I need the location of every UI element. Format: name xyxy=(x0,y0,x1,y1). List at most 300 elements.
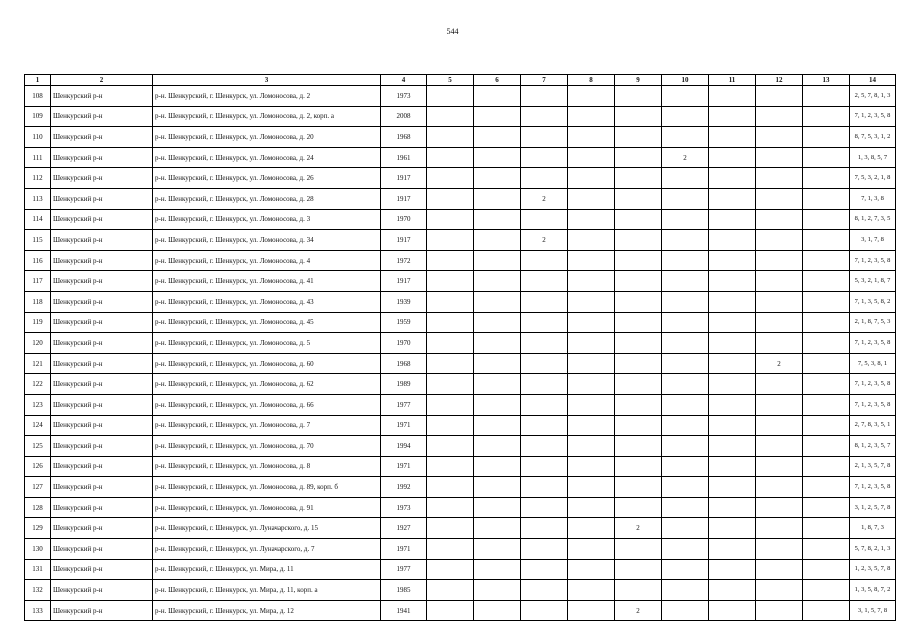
column-10-cell xyxy=(662,539,709,560)
column-11-cell xyxy=(709,333,756,354)
column-6-cell xyxy=(474,86,521,107)
column-6-cell xyxy=(474,106,521,127)
address-cell: р-н. Шенкурский, г. Шенкурск, ул. Ломоносова, д. 41 xyxy=(153,271,381,292)
column-9-cell xyxy=(615,333,662,354)
row-number: 111 xyxy=(25,147,51,168)
address-cell: р-н. Шенкурский, г. Шенкурск, ул. Луначарского, д. 15 xyxy=(153,518,381,539)
district-cell: Шенкурский р-н xyxy=(51,353,153,374)
address-cell: р-н. Шенкурский, г. Шенкурск, ул. Ломоносова, д. 7 xyxy=(153,415,381,436)
row-number: 127 xyxy=(25,477,51,498)
year-cell: 1941 xyxy=(381,600,427,621)
address-cell: р-н. Шенкурский, г. Шенкурск, ул. Мира, д. 11 xyxy=(153,559,381,580)
column-7-cell xyxy=(521,333,568,354)
column-5-cell xyxy=(427,271,474,292)
column-8-cell xyxy=(568,539,615,560)
codes-cell: 2, 1, 3, 5, 7, 8 xyxy=(850,456,896,477)
table-row xyxy=(25,497,896,518)
year-cell: 1972 xyxy=(381,250,427,271)
column-header-4: 4 xyxy=(381,75,427,86)
column-8-cell xyxy=(568,168,615,189)
column-12-cell xyxy=(756,600,803,621)
column-5-cell xyxy=(427,477,474,498)
column-7-cell xyxy=(521,580,568,601)
column-9-cell: 2 xyxy=(615,600,662,621)
column-13-cell xyxy=(803,312,850,333)
column-11-cell xyxy=(709,394,756,415)
table-row xyxy=(25,271,896,292)
table-row xyxy=(25,436,896,457)
column-12-cell xyxy=(756,518,803,539)
column-11-cell xyxy=(709,415,756,436)
column-8-cell xyxy=(568,127,615,148)
column-9-cell xyxy=(615,559,662,580)
column-9-cell xyxy=(615,312,662,333)
column-8-cell xyxy=(568,250,615,271)
row-number: 120 xyxy=(25,333,51,354)
column-7-cell xyxy=(521,209,568,230)
codes-cell: 7, 1, 2, 3, 5, 8 xyxy=(850,250,896,271)
column-7-cell xyxy=(521,600,568,621)
column-5-cell xyxy=(427,353,474,374)
year-cell: 1917 xyxy=(381,230,427,251)
column-6-cell xyxy=(474,333,521,354)
table-row xyxy=(25,477,896,498)
year-cell: 1917 xyxy=(381,188,427,209)
column-5-cell xyxy=(427,168,474,189)
column-header-14: 14 xyxy=(850,75,896,86)
column-13-cell xyxy=(803,415,850,436)
column-5-cell xyxy=(427,230,474,251)
column-6-cell xyxy=(474,353,521,374)
row-number: 113 xyxy=(25,188,51,209)
year-cell: 1939 xyxy=(381,291,427,312)
table-row xyxy=(25,127,896,148)
year-cell: 1971 xyxy=(381,456,427,477)
column-12-cell xyxy=(756,127,803,148)
row-number: 126 xyxy=(25,456,51,477)
codes-cell: 3, 1, 2, 5, 7, 8 xyxy=(850,497,896,518)
column-12-cell xyxy=(756,415,803,436)
column-13-cell xyxy=(803,291,850,312)
table-row xyxy=(25,312,896,333)
address-cell: р-н. Шенкурский, г. Шенкурск, ул. Ломоносова, д. 2, корп. а xyxy=(153,106,381,127)
column-6-cell xyxy=(474,374,521,395)
column-11-cell xyxy=(709,436,756,457)
column-13-cell xyxy=(803,106,850,127)
column-5-cell xyxy=(427,580,474,601)
column-11-cell xyxy=(709,147,756,168)
district-cell: Шенкурский р-н xyxy=(51,497,153,518)
column-5-cell xyxy=(427,86,474,107)
column-12-cell xyxy=(756,312,803,333)
column-5-cell xyxy=(427,209,474,230)
column-5-cell xyxy=(427,312,474,333)
codes-cell: 7, 1, 2, 3, 5, 8 xyxy=(850,106,896,127)
column-7-cell xyxy=(521,86,568,107)
column-12-cell xyxy=(756,230,803,251)
year-cell: 1973 xyxy=(381,497,427,518)
column-11-cell xyxy=(709,353,756,374)
column-9-cell xyxy=(615,353,662,374)
district-cell: Шенкурский р-н xyxy=(51,106,153,127)
column-6-cell xyxy=(474,600,521,621)
codes-cell: 7, 5, 3, 8, 1 xyxy=(850,353,896,374)
address-cell: р-н. Шенкурский, г. Шенкурск, ул. Ломоносова, д. 91 xyxy=(153,497,381,518)
codes-cell: 1, 2, 3, 5, 7, 8 xyxy=(850,559,896,580)
year-cell: 1971 xyxy=(381,539,427,560)
column-12-cell xyxy=(756,106,803,127)
column-13-cell xyxy=(803,436,850,457)
column-9-cell xyxy=(615,147,662,168)
column-7-cell xyxy=(521,436,568,457)
address-cell: р-н. Шенкурский, г. Шенкурск, ул. Ломоносова, д. 24 xyxy=(153,147,381,168)
column-10-cell xyxy=(662,86,709,107)
column-13-cell xyxy=(803,86,850,107)
district-cell: Шенкурский р-н xyxy=(51,230,153,251)
address-cell: р-н. Шенкурский, г. Шенкурск, ул. Мира, д. 12 xyxy=(153,600,381,621)
row-number: 115 xyxy=(25,230,51,251)
column-12-cell xyxy=(756,456,803,477)
table-body xyxy=(25,86,896,621)
column-6-cell xyxy=(474,271,521,292)
district-cell: Шенкурский р-н xyxy=(51,600,153,621)
column-13-cell xyxy=(803,188,850,209)
column-header-11: 11 xyxy=(709,75,756,86)
column-10-cell xyxy=(662,394,709,415)
table-row xyxy=(25,188,896,209)
column-12-cell xyxy=(756,188,803,209)
column-5-cell xyxy=(427,539,474,560)
address-cell: р-н. Шенкурский, г. Шенкурск, ул. Ломоносова, д. 4 xyxy=(153,250,381,271)
district-cell: Шенкурский р-н xyxy=(51,168,153,189)
table-row xyxy=(25,291,896,312)
codes-cell: 2, 1, 8, 7, 5, 3 xyxy=(850,312,896,333)
column-6-cell xyxy=(474,230,521,251)
column-12-cell xyxy=(756,86,803,107)
column-5-cell xyxy=(427,600,474,621)
district-cell: Шенкурский р-н xyxy=(51,415,153,436)
column-10-cell xyxy=(662,333,709,354)
column-13-cell xyxy=(803,580,850,601)
column-6-cell xyxy=(474,394,521,415)
table-row xyxy=(25,86,896,107)
address-cell: р-н. Шенкурский, г. Шенкурск, ул. Ломоносова, д. 2 xyxy=(153,86,381,107)
column-6-cell xyxy=(474,312,521,333)
column-11-cell xyxy=(709,312,756,333)
codes-cell: 7, 1, 2, 3, 5, 8 xyxy=(850,374,896,395)
row-number: 116 xyxy=(25,250,51,271)
address-cell: р-н. Шенкурский, г. Шенкурск, ул. Ломоносова, д. 45 xyxy=(153,312,381,333)
column-8-cell xyxy=(568,374,615,395)
column-13-cell xyxy=(803,333,850,354)
row-number: 132 xyxy=(25,580,51,601)
column-6-cell xyxy=(474,291,521,312)
column-7-cell xyxy=(521,518,568,539)
column-6-cell xyxy=(474,415,521,436)
column-5-cell xyxy=(427,518,474,539)
column-11-cell xyxy=(709,209,756,230)
column-13-cell xyxy=(803,518,850,539)
column-11-cell xyxy=(709,230,756,251)
column-7-cell xyxy=(521,271,568,292)
column-7-cell xyxy=(521,559,568,580)
address-cell: р-н. Шенкурский, г. Шенкурск, ул. Луначарского, д. 7 xyxy=(153,539,381,560)
column-8-cell xyxy=(568,394,615,415)
column-10-cell xyxy=(662,291,709,312)
district-cell: Шенкурский р-н xyxy=(51,188,153,209)
column-13-cell xyxy=(803,209,850,230)
address-cell: р-н. Шенкурский, г. Шенкурск, ул. Ломоносова, д. 62 xyxy=(153,374,381,395)
column-8-cell xyxy=(568,291,615,312)
column-12-cell xyxy=(756,209,803,230)
column-12-cell xyxy=(756,477,803,498)
column-header-5: 5 xyxy=(427,75,474,86)
codes-cell: 2, 5, 7, 8, 1, 3 xyxy=(850,86,896,107)
column-header-3: 3 xyxy=(153,75,381,86)
column-13-cell xyxy=(803,394,850,415)
row-number: 124 xyxy=(25,415,51,436)
column-10-cell xyxy=(662,250,709,271)
codes-cell: 8, 1, 2, 3, 5, 7 xyxy=(850,436,896,457)
row-number: 125 xyxy=(25,436,51,457)
address-cell: р-н. Шенкурский, г. Шенкурск, ул. Ломоносова, д. 8 xyxy=(153,456,381,477)
column-8-cell xyxy=(568,456,615,477)
column-6-cell xyxy=(474,456,521,477)
column-9-cell xyxy=(615,106,662,127)
codes-cell: 5, 3, 2, 1, 8, 7 xyxy=(850,271,896,292)
year-cell: 2008 xyxy=(381,106,427,127)
column-9-cell xyxy=(615,580,662,601)
column-7-cell xyxy=(521,127,568,148)
column-13-cell xyxy=(803,477,850,498)
address-cell: р-н. Шенкурский, г. Шенкурск, ул. Ломоносова, д. 28 xyxy=(153,188,381,209)
address-cell: р-н. Шенкурский, г. Шенкурск, ул. Ломоносова, д. 3 xyxy=(153,209,381,230)
address-cell: р-н. Шенкурский, г. Шенкурск, ул. Мира, д. 11, корп. а xyxy=(153,580,381,601)
column-8-cell xyxy=(568,209,615,230)
table-row xyxy=(25,106,896,127)
column-8-cell xyxy=(568,188,615,209)
column-7-cell xyxy=(521,312,568,333)
column-5-cell xyxy=(427,415,474,436)
column-5-cell xyxy=(427,456,474,477)
codes-cell: 7, 1, 2, 3, 5, 8 xyxy=(850,394,896,415)
column-7-cell xyxy=(521,374,568,395)
year-cell: 1989 xyxy=(381,374,427,395)
district-cell: Шенкурский р-н xyxy=(51,559,153,580)
district-cell: Шенкурский р-н xyxy=(51,86,153,107)
column-10-cell xyxy=(662,271,709,292)
column-11-cell xyxy=(709,86,756,107)
column-11-cell xyxy=(709,456,756,477)
column-13-cell xyxy=(803,250,850,271)
column-5-cell xyxy=(427,374,474,395)
column-10-cell xyxy=(662,106,709,127)
row-number: 109 xyxy=(25,106,51,127)
district-cell: Шенкурский р-н xyxy=(51,271,153,292)
column-10-cell xyxy=(662,188,709,209)
column-12-cell xyxy=(756,250,803,271)
year-cell: 1992 xyxy=(381,477,427,498)
codes-cell: 8, 1, 2, 7, 3, 5 xyxy=(850,209,896,230)
column-11-cell xyxy=(709,580,756,601)
row-number: 108 xyxy=(25,86,51,107)
column-11-cell xyxy=(709,106,756,127)
district-cell: Шенкурский р-н xyxy=(51,394,153,415)
column-7-cell xyxy=(521,497,568,518)
row-number: 128 xyxy=(25,497,51,518)
column-5-cell xyxy=(427,106,474,127)
column-8-cell xyxy=(568,312,615,333)
address-cell: р-н. Шенкурский, г. Шенкурск, ул. Ломоносова, д. 34 xyxy=(153,230,381,251)
column-header-9: 9 xyxy=(615,75,662,86)
column-5-cell xyxy=(427,394,474,415)
column-5-cell xyxy=(427,127,474,148)
column-12-cell xyxy=(756,168,803,189)
column-13-cell xyxy=(803,600,850,621)
column-8-cell xyxy=(568,415,615,436)
district-cell: Шенкурский р-н xyxy=(51,580,153,601)
column-9-cell xyxy=(615,415,662,436)
column-12-cell xyxy=(756,539,803,560)
column-13-cell xyxy=(803,168,850,189)
year-cell: 1961 xyxy=(381,147,427,168)
district-cell: Шенкурский р-н xyxy=(51,312,153,333)
column-5-cell xyxy=(427,250,474,271)
column-12-cell xyxy=(756,580,803,601)
year-cell: 1977 xyxy=(381,394,427,415)
column-8-cell xyxy=(568,230,615,251)
column-7-cell xyxy=(521,539,568,560)
column-11-cell xyxy=(709,497,756,518)
table-row xyxy=(25,168,896,189)
year-cell: 1927 xyxy=(381,518,427,539)
column-12-cell xyxy=(756,291,803,312)
district-cell: Шенкурский р-н xyxy=(51,291,153,312)
row-number: 121 xyxy=(25,353,51,374)
year-cell: 1985 xyxy=(381,580,427,601)
row-number: 123 xyxy=(25,394,51,415)
district-cell: Шенкурский р-н xyxy=(51,477,153,498)
column-10-cell xyxy=(662,353,709,374)
district-cell: Шенкурский р-н xyxy=(51,333,153,354)
codes-cell: 7, 1, 2, 3, 5, 8 xyxy=(850,477,896,498)
column-12-cell: 2 xyxy=(756,353,803,374)
column-header-6: 6 xyxy=(474,75,521,86)
column-7-cell xyxy=(521,168,568,189)
row-number: 133 xyxy=(25,600,51,621)
codes-cell: 3, 1, 7, 8 xyxy=(850,230,896,251)
column-12-cell xyxy=(756,333,803,354)
column-9-cell xyxy=(615,497,662,518)
column-7-cell xyxy=(521,106,568,127)
column-9-cell xyxy=(615,477,662,498)
row-number: 119 xyxy=(25,312,51,333)
column-10-cell xyxy=(662,209,709,230)
column-9-cell xyxy=(615,230,662,251)
column-11-cell xyxy=(709,518,756,539)
column-9-cell xyxy=(615,539,662,560)
address-cell: р-н. Шенкурский, г. Шенкурск, ул. Ломоносова, д. 20 xyxy=(153,127,381,148)
year-cell: 1968 xyxy=(381,127,427,148)
district-cell: Шенкурский р-н xyxy=(51,539,153,560)
column-7-cell xyxy=(521,250,568,271)
column-13-cell xyxy=(803,230,850,251)
column-5-cell xyxy=(427,333,474,354)
year-cell: 1971 xyxy=(381,415,427,436)
row-number: 114 xyxy=(25,209,51,230)
column-12-cell xyxy=(756,497,803,518)
column-13-cell xyxy=(803,456,850,477)
column-10-cell xyxy=(662,580,709,601)
address-cell: р-н. Шенкурский, г. Шенкурск, ул. Ломоносова, д. 26 xyxy=(153,168,381,189)
codes-cell: 7, 5, 3, 2, 1, 8 xyxy=(850,168,896,189)
year-cell: 1968 xyxy=(381,353,427,374)
column-12-cell xyxy=(756,271,803,292)
table-row xyxy=(25,415,896,436)
column-13-cell xyxy=(803,271,850,292)
column-6-cell xyxy=(474,127,521,148)
column-6-cell xyxy=(474,250,521,271)
column-8-cell xyxy=(568,353,615,374)
column-10-cell xyxy=(662,559,709,580)
column-11-cell xyxy=(709,291,756,312)
codes-cell: 1, 3, 5, 8, 7, 2 xyxy=(850,580,896,601)
column-10-cell xyxy=(662,436,709,457)
column-10-cell xyxy=(662,518,709,539)
column-5-cell xyxy=(427,147,474,168)
table-row xyxy=(25,374,896,395)
column-13-cell xyxy=(803,559,850,580)
column-9-cell: 2 xyxy=(615,518,662,539)
column-13-cell xyxy=(803,497,850,518)
codes-cell: 7, 1, 3, 5, 8, 2 xyxy=(850,291,896,312)
column-8-cell xyxy=(568,497,615,518)
column-7-cell: 2 xyxy=(521,230,568,251)
column-7-cell xyxy=(521,477,568,498)
header-row xyxy=(25,75,896,86)
column-9-cell xyxy=(615,188,662,209)
row-number: 122 xyxy=(25,374,51,395)
district-cell: Шенкурский р-н xyxy=(51,147,153,168)
column-12-cell xyxy=(756,394,803,415)
table-row xyxy=(25,518,896,539)
codes-cell: 3, 1, 5, 7, 8 xyxy=(850,600,896,621)
column-9-cell xyxy=(615,291,662,312)
district-cell: Шенкурский р-н xyxy=(51,518,153,539)
row-number: 110 xyxy=(25,127,51,148)
address-cell: р-н. Шенкурский, г. Шенкурск, ул. Ломоносова, д. 70 xyxy=(153,436,381,457)
year-cell: 1917 xyxy=(381,271,427,292)
column-6-cell xyxy=(474,580,521,601)
page-number: 544 xyxy=(446,27,459,36)
year-cell: 1917 xyxy=(381,168,427,189)
column-8-cell xyxy=(568,477,615,498)
table-row xyxy=(25,209,896,230)
column-5-cell xyxy=(427,559,474,580)
year-cell: 1970 xyxy=(381,209,427,230)
row-number: 118 xyxy=(25,291,51,312)
column-10-cell xyxy=(662,230,709,251)
year-cell: 1970 xyxy=(381,333,427,354)
table-row xyxy=(25,600,896,621)
table-row xyxy=(25,456,896,477)
column-6-cell xyxy=(474,477,521,498)
row-number: 130 xyxy=(25,539,51,560)
column-9-cell xyxy=(615,127,662,148)
column-12-cell xyxy=(756,147,803,168)
column-header-12: 12 xyxy=(756,75,803,86)
column-5-cell xyxy=(427,291,474,312)
